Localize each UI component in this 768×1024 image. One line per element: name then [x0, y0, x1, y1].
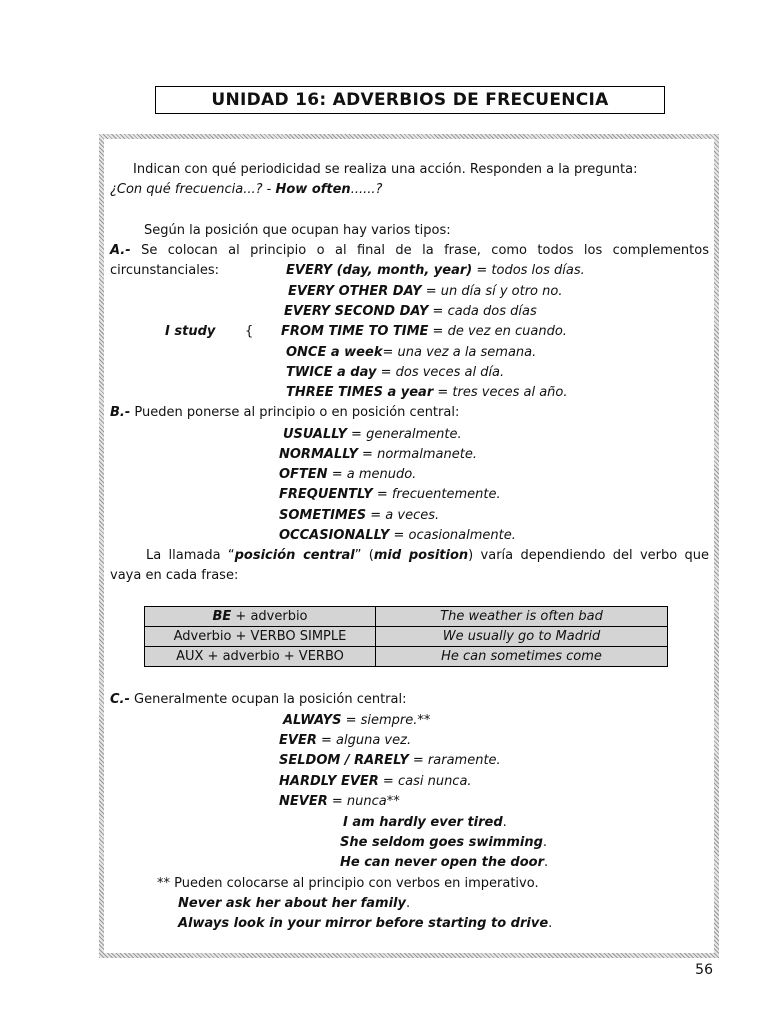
- adverb-eq: =: [372, 487, 392, 502]
- table-cell-example: We usually go to Madrid: [376, 627, 668, 647]
- note-example-end: .: [548, 916, 553, 931]
- adverb-row-b0: [283, 426, 462, 444]
- adverb-meaning: casi nunca.: [397, 774, 472, 789]
- example-text: She seldom goes swimming: [340, 835, 543, 850]
- example-text: I am hardly ever tired: [343, 815, 503, 830]
- adverb-eq: =: [428, 324, 448, 339]
- example-sentence: [340, 854, 548, 872]
- adverb-term: USUALLY: [283, 427, 347, 442]
- section-b-letter: B.-: [110, 405, 131, 420]
- adverb-meaning: tres veces al año.: [452, 385, 568, 400]
- adverb-term: SELDOM / RARELY: [279, 753, 409, 768]
- cell-text: + adverbio: [231, 608, 308, 624]
- adverb-row-a0: [286, 262, 585, 280]
- table-row: [145, 627, 668, 647]
- adverb-eq: =: [366, 508, 386, 523]
- note-example-end: .: [406, 896, 411, 911]
- adverb-meaning: frecuentemente.: [391, 487, 501, 502]
- adverb-meaning: normalmanete.: [377, 447, 477, 462]
- adverb-row-b1: [279, 446, 477, 464]
- table-cell-structure: [145, 627, 376, 647]
- example-end: .: [542, 835, 548, 850]
- section-c-letter: C.-: [110, 692, 130, 707]
- adverb-meaning: de vez en cuando.: [447, 324, 567, 339]
- position-table: [144, 606, 668, 667]
- example-end: .: [502, 815, 507, 830]
- section-a-text: Se colocan al principio o al final de la frase, como todos los complementos: [141, 243, 709, 258]
- adverb-eq: =: [327, 794, 347, 809]
- adverb-eq: =: [472, 263, 492, 278]
- adverb-meaning: raramente.: [427, 753, 501, 768]
- intro-line: Indican con qué periodicidad se realiza una acción. Responden a la pregunta:: [133, 162, 638, 177]
- mid-pre: La llamada “: [146, 548, 235, 563]
- adverb-term: EVERY (day, month, year): [286, 263, 473, 278]
- adverb-eq: =: [316, 733, 337, 748]
- example-text: He can never open the door: [340, 855, 545, 870]
- adverb-eq: =: [382, 345, 398, 360]
- section-b-text: Pueden ponerse al principio o en posición central:: [134, 405, 460, 420]
- adverb-eq: =: [408, 753, 428, 768]
- mid-post: ) varía dependiendo del verbo que: [468, 548, 710, 563]
- section-c-line: [110, 691, 406, 709]
- adverb-term: THREE TIMES a year: [286, 385, 434, 400]
- adverb-term: ONCE a week: [286, 345, 383, 360]
- adverb-row-b3: [279, 486, 501, 504]
- adverb-eq: =: [327, 467, 347, 482]
- subject-label: [165, 323, 215, 341]
- adverb-meaning: una vez a la semana.: [397, 345, 537, 360]
- mid-position-line: [110, 547, 709, 565]
- note-line: ** Pueden colocarse al principio con verbos en imperativo.: [157, 876, 539, 891]
- adverb-row-a5: [286, 364, 504, 382]
- note-example: [178, 895, 410, 913]
- example-sentence: [343, 814, 507, 832]
- adverb-term: TWICE a day: [286, 365, 377, 380]
- section-b-line: [110, 404, 459, 422]
- question-dots: ......?: [350, 182, 383, 197]
- table-row: [145, 647, 668, 667]
- adverb-row-c0: [283, 712, 430, 730]
- example-end: .: [544, 855, 549, 870]
- adverb-row-c1: [279, 732, 411, 750]
- adverb-eq: =: [389, 528, 409, 543]
- mid-term: posición central: [234, 548, 355, 563]
- adverb-row-b5: [279, 527, 516, 545]
- note-example-text: Always look in your mirror before starting to drive: [178, 916, 549, 931]
- adverb-eq: =: [376, 365, 396, 380]
- adverb-term: NORMALLY: [279, 447, 358, 462]
- note-example-text: Never ask her about her family: [178, 896, 406, 911]
- tipos-line: Según la posición que ocupan hay varios tipos:: [144, 223, 451, 238]
- adverb-meaning: generalmente.: [366, 427, 462, 442]
- adverb-term: OCCASIONALLY: [279, 528, 390, 543]
- adverb-row-a3: [281, 323, 567, 341]
- adverb-row-a2: [284, 303, 537, 321]
- adverb-term: SOMETIMES: [279, 508, 367, 523]
- i-study-text: I study: [165, 324, 216, 339]
- adverb-eq: =: [421, 284, 441, 299]
- adverb-row-c3: [279, 773, 472, 791]
- table-cell-structure: [145, 607, 376, 627]
- adverb-row-a4: [286, 344, 536, 362]
- mid-mid: ” (: [354, 548, 374, 563]
- adverb-meaning: cada dos días: [447, 304, 537, 319]
- question-text: ¿Con qué frecuencia...?: [110, 182, 263, 197]
- page-title-text: UNIDAD 16: ADVERBIOS DE FRECUENCIA: [211, 90, 609, 110]
- adverb-meaning: siempre.**: [360, 713, 431, 728]
- adverb-eq: =: [433, 385, 453, 400]
- example-sentence: [340, 834, 547, 852]
- adverb-row-a6: [286, 384, 568, 402]
- adverb-term: FREQUENTLY: [279, 487, 373, 502]
- adverb-eq: =: [341, 713, 361, 728]
- adverb-term: FROM TIME TO TIME: [281, 324, 429, 339]
- adverb-meaning: todos los días.: [491, 263, 585, 278]
- adverb-meaning: dos veces al día.: [395, 365, 505, 380]
- cell-text: Adverbio + VERBO SIMPLE: [173, 628, 347, 644]
- adverb-term: OFTEN: [279, 467, 328, 482]
- adverb-term: ALWAYS: [283, 713, 342, 728]
- page-title: [155, 86, 665, 114]
- adverb-row-c2: [279, 752, 501, 770]
- adverb-meaning: a menudo.: [346, 467, 417, 482]
- adverb-eq: =: [378, 774, 398, 789]
- cell-bold: BE: [212, 608, 232, 624]
- table-cell-example: The weather is often bad: [376, 607, 668, 627]
- adverb-eq: =: [357, 447, 378, 462]
- adverb-term: EVERY OTHER DAY: [288, 284, 422, 299]
- adverb-row-b2: [279, 466, 416, 484]
- adverb-term: NEVER: [279, 794, 328, 809]
- adverb-row-c4: [279, 793, 400, 811]
- mid-position-line2: vaya en cada frase:: [110, 568, 239, 583]
- note-example: [178, 915, 552, 933]
- adverb-meaning: ocasionalmente.: [408, 528, 516, 543]
- adverb-eq: =: [428, 304, 448, 319]
- adverb-row-b4: [279, 507, 439, 525]
- adverb-meaning: un día sí y otro no.: [440, 284, 563, 299]
- adverb-term: EVER: [279, 733, 317, 748]
- adverb-meaning: alguna vez.: [336, 733, 412, 748]
- adverb-term: HARDLY EVER: [279, 774, 379, 789]
- mid-en: mid position: [373, 548, 469, 563]
- section-c-text: Generalmente ocupan la posición central:: [134, 692, 407, 707]
- intro-question: [110, 181, 382, 199]
- how-often-text: How often: [275, 182, 351, 197]
- cell-text: AUX + adverbio + VERBO: [176, 648, 344, 664]
- section-a-line: [110, 242, 709, 260]
- adverb-term: EVERY SECOND DAY: [284, 304, 429, 319]
- question-sep: -: [262, 182, 276, 197]
- adverb-row-a1: [288, 283, 562, 301]
- page-number: 56: [695, 962, 713, 978]
- section-a-line2: circunstanciales:: [110, 263, 220, 278]
- brace-icon: {: [245, 324, 254, 339]
- section-a-letter: A.-: [110, 243, 131, 258]
- table-row: [145, 607, 668, 627]
- adverb-meaning: nunca**: [346, 794, 400, 809]
- adverb-meaning: a veces.: [385, 508, 440, 523]
- table-cell-structure: [145, 647, 376, 667]
- adverb-eq: =: [346, 427, 367, 442]
- table-cell-example: He can sometimes come: [376, 647, 668, 667]
